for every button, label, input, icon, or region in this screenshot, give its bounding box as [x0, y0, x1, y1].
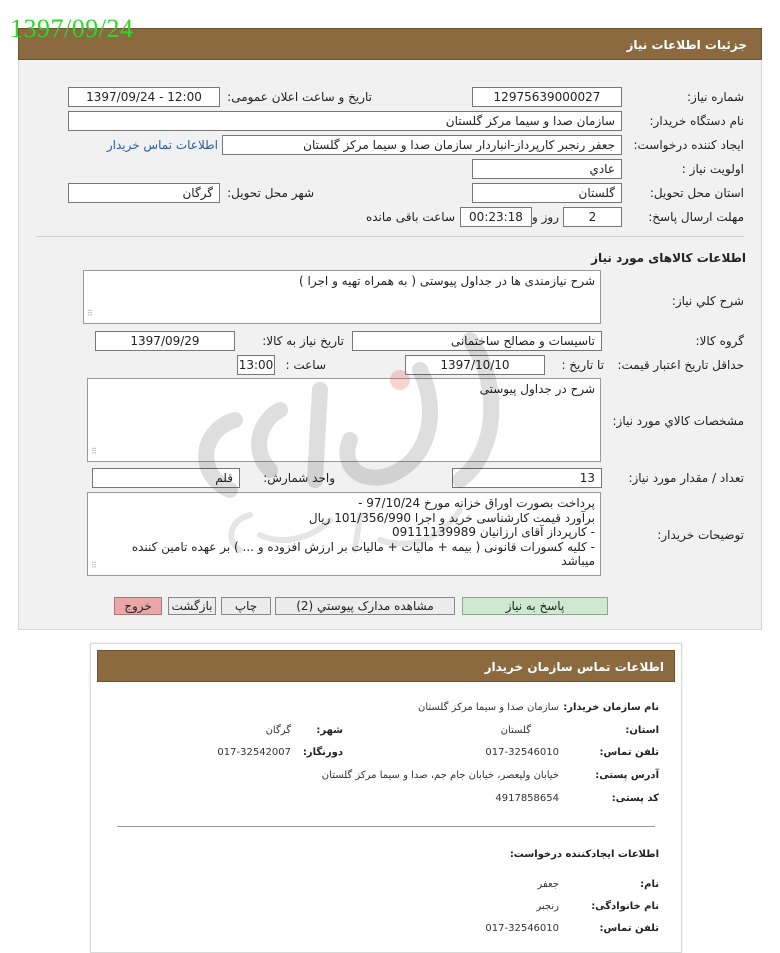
city-label: شهر محل تحویل:	[227, 186, 314, 200]
buyer-note-line: پرداخت بصورت اوراق خزانه مورخ 97/10/24 -	[358, 496, 595, 510]
goods-group-field[interactable]: تاسیسات و مصالح ساختمانی	[352, 331, 602, 351]
general-desc-field[interactable]	[83, 270, 601, 324]
back-button[interactable]: بازگشت	[168, 597, 216, 615]
unit-field[interactable]: قلم	[92, 468, 240, 488]
general-desc-label: شرح کلي نیاز:	[671, 294, 744, 308]
postal-label: کد پستی:	[611, 793, 659, 804]
remaining-word: ساعت باقی مانده	[365, 210, 455, 224]
contact-fax-label: دورنگار:	[302, 747, 343, 758]
spec-text: شرح در جداول پیوستی	[479, 382, 595, 396]
creator-phone-value: 017-32546010	[485, 923, 559, 934]
buyer-notes-field[interactable]	[87, 492, 601, 576]
address-value: خیابان ولیعصر، خیابان جام جم، صدا و سیما مرکز گلستان	[321, 770, 559, 781]
buyer-note-line: میباشد	[561, 554, 595, 568]
print-button[interactable]: چاپ	[221, 597, 271, 615]
price-valid-label: حداقل تاریخ اعتبار قیمت:	[617, 358, 744, 372]
contact-fax-value: 017-32542007	[217, 747, 291, 758]
need-number-field[interactable]: 12975639000027	[472, 87, 622, 107]
contact-card-header	[97, 650, 675, 682]
creator-label: ایجاد کننده درخواست:	[633, 138, 744, 152]
contact-city-value: گرگان	[265, 725, 291, 736]
buyer-org-label: نام دستگاه خریدار:	[649, 114, 744, 128]
address-label: آدرس پستی:	[595, 770, 659, 781]
buyer-note-line: برآورد قیمت کارشناسی خرید و اجرا 101/356/990 ریال	[308, 510, 595, 525]
buyer-org-field[interactable]: سازمان صدا و سیما مرکز گلستان	[68, 111, 622, 131]
qty-label: تعداد / مقدار مورد نیاز:	[628, 471, 744, 485]
need-date-field[interactable]: 1397/09/29	[95, 331, 235, 351]
card-divider	[117, 826, 655, 827]
creator-field[interactable]: جعفر رنجبر کارپرداز-انباردار سازمان صدا و سیما مرکز گلستان	[222, 135, 622, 155]
contact-card-title: اطلاعات تماس سازمان خریدار	[484, 660, 664, 674]
creator-name-label: نام:	[640, 879, 659, 890]
creator-phone-label: تلفن تماس:	[599, 923, 659, 934]
buyer-notes-label: توضیحات خریدار:	[657, 528, 744, 542]
contact-province-label: استان:	[625, 725, 659, 736]
city-field[interactable]: گرگان	[68, 183, 220, 203]
date-stamp: 1397/09/24	[10, 14, 134, 43]
days-word: روز و	[532, 210, 559, 224]
buyer-note-line: - کلیه کسورات قانونی ( بیمه + مالیات + مالیات بر ارزش افزوده و ... ) بر عهده تامین کننده	[131, 539, 595, 554]
postal-value: 4917858654	[495, 793, 559, 804]
goods-section-title: اطلاعات کالاهای مورد نیاز	[591, 251, 746, 265]
province-field[interactable]: گلستان	[472, 183, 622, 203]
contact-phone-label: تلفن تماس:	[599, 747, 659, 758]
creator-name-value: جعفر	[537, 879, 559, 890]
contact-phone-value: 017-32546010	[485, 747, 559, 758]
qty-field[interactable]: 13	[452, 468, 602, 488]
contact-province-value: گلستان	[500, 725, 531, 736]
spec-field[interactable]	[87, 378, 601, 462]
goods-group-label: گروه کالا:	[695, 334, 744, 348]
section-divider	[36, 236, 744, 237]
unit-label: واحد شمارش:	[263, 471, 335, 485]
priority-field[interactable]: عادي	[472, 159, 622, 179]
exit-button[interactable]: خروج	[114, 597, 162, 615]
contact-city-label: شهر:	[316, 725, 343, 736]
until-date-field[interactable]: 1397/10/10	[405, 355, 545, 375]
resize-grip-icon[interactable]: ⠿	[87, 309, 93, 318]
buyer-contact-link[interactable]: اطلاعات تماس خریدار	[106, 138, 218, 152]
deadline-days-field[interactable]: 2	[563, 207, 622, 227]
org-value: سازمان صدا و سیما مرکز گلستان	[417, 702, 559, 713]
hour-field[interactable]: 13:00	[237, 355, 275, 375]
deadline-time-field[interactable]: 00:23:18	[460, 207, 532, 227]
creator-info-title: اطلاعات ایجادکننده درخواست:	[509, 849, 659, 860]
resize-grip-icon[interactable]: ⠿	[91, 447, 97, 456]
reply-button[interactable]: پاسخ به نیاز	[462, 597, 608, 615]
spec-label: مشخصات کالاي مورد نیاز:	[612, 414, 744, 428]
announce-label: تاریخ و ساعت اعلان عمومی:	[227, 90, 372, 104]
hour-label: ساعت :	[285, 358, 326, 372]
creator-family-label: نام خانوادگی:	[591, 901, 659, 912]
page-title: جزئیات اطلاعات نیاز	[626, 38, 747, 52]
general-desc-text: شرح نیازمندی ها در جداول پیوستی ( به همراه تهیه و اجرا )	[299, 274, 595, 288]
view-docs-button[interactable]: مشاهده مدارک پیوستي (2)	[275, 597, 455, 615]
until-label: تا تاریخ :	[561, 358, 604, 372]
org-label: نام سازمان خریدار:	[563, 702, 659, 713]
deadline-label: مهلت ارسال پاسخ:	[648, 210, 744, 224]
need-number-label: شماره نیاز:	[687, 90, 744, 104]
resize-grip-icon[interactable]: ⠿	[91, 560, 97, 570]
creator-family-value: رنجبر	[536, 901, 559, 912]
province-label: استان محل تحویل:	[649, 186, 744, 200]
buyer-note-line: - کارپرداز آقای ارزانیان 09111139989	[392, 525, 595, 539]
need-date-label: تاریخ نیاز به کالا:	[262, 334, 344, 348]
buyer-contact-card	[90, 643, 682, 953]
priority-label: اولویت نیاز :	[681, 162, 744, 176]
announce-field[interactable]: 1397/09/24 - 12:00	[68, 87, 220, 107]
